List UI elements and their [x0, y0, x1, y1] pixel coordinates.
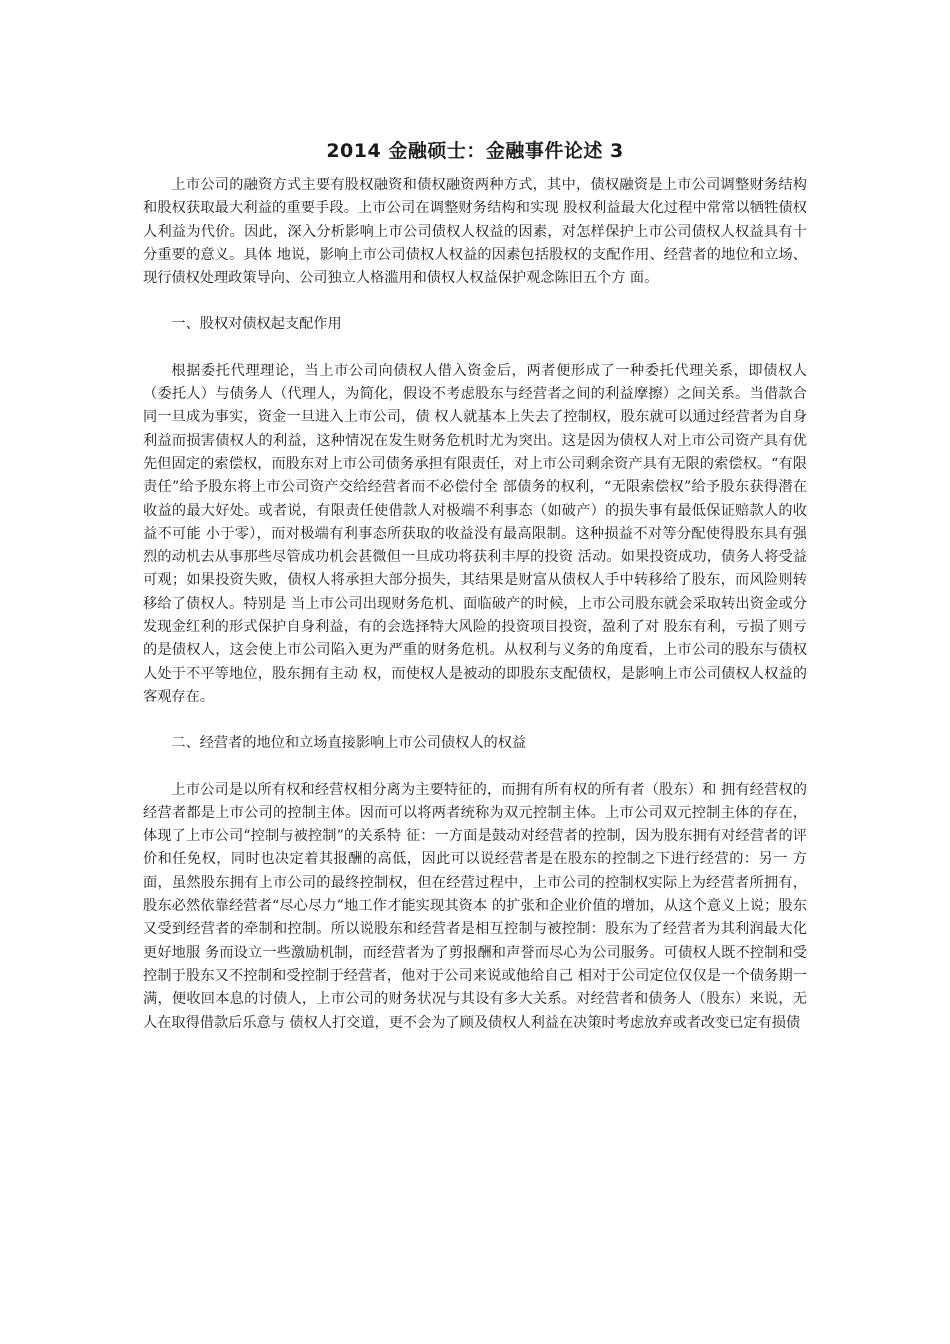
spacer	[143, 709, 807, 732]
intro-paragraph: 上市公司的融资方式主要有股权融资和债权融资两种方式，其中，债权融资是上市公司调整财务结构和股权获取最大利益的重要手段。上市公司在调整财务结构和实现 股权利益最大化过程中常常以牺牲债权人利益为代价。因此，深入分析影响上市公司债权人权益的因素，对怎样保护上市公司债权人权益具有十分重要的意义。具体 地说，影响上市公司债权人权益的因素包括股权的支配作用、经营者的地位和立场、现行债权处理政策导向、公司独立人格滥用和债权人权益保护观念陈旧五个方 面。	[143, 177, 807, 287]
document-body	[143, 139, 807, 1035]
spacer	[143, 756, 807, 779]
section-heading-1: 一、股权对债权起支配作用	[171, 316, 342, 333]
spacer	[143, 337, 807, 360]
section-body-1: 根据委托代理理论，当上市公司向债权人借入资金后，两者便形成了一种委托代理关系，即债权人（委托人）与债务人（代理人，为简化，假设不考虑股东与经营者之间的利益摩擦）之间关系。当借款合同一旦成为事实，资金一旦进入上市公司，债 权人就基本上失去了控制权，股东就可以通过经营者为自身利益而损害债权人的利益，这种情况在发生财务危机时尤为突出。这是因为债权人对上市公司资产具有优 先但固定的索偿权，而股东对上市公司债务承担有限责任，对上市公司剩余资产具有无限的索偿权。“有限责任”给予股东将上市公司资产交给经营者而不必偿付全 部债务的权利，“无限索偿权”给予股东获得潜在收益的最大好处。或者说，有限责任使借款人对极端不利事态（如破产）的损失事有最低保证赔款人的收益不可能 小于零），而对极端有利事态所获取的收益没有最高限制。这种损益不对等分配使得股东具有强烈的动机去从事那些尽管成功机会甚微但一旦成功将获利丰厚的投资 活动。如果投资成功，债务人将受益可观；如果投资失败，债权人将承担大部分损失，其结果是财富从债权人手中转移给了股东，而风险则转移给了债权人。特别是 当上市公司出现财务危机、面临破产的时候，上市公司股东就会采取转出资金或分发现金红利的形式保护自身利益，有的会选择特大风险的投资项目投资，盈利了对 股东有利，亏损了则亏的是债权人，这会使上市公司陷入更为严重的财务危机。从权利与义务的角度看，上市公司的股东与债权人处于不平等地位，股东拥有主动 权，而使权人是被动的即股东支配债权，是影响上市公司债权人权益的客观存在。	[143, 362, 807, 705]
section-heading-2: 二、经营者的地位和立场直接影响上市公司债权人的权益	[171, 735, 527, 752]
document-title: 2014 金融硕士：金融事件论述 3	[326, 140, 624, 162]
section-body-2: 上市公司是以所有权和经营权相分离为主要特征的，而拥有所有权的所有者（股东）和 拥有经营权的经营者都是上市公司的控制主体。因而可以将两者统称为双元控制主体。上市公司双元控制主体的存在，体现了上市公司“控制与被控制”的关系特 征：一方面是鼓动对经营者的控制，因为股东拥有对经营者的评价和任免权，同时也决定着其报酬的高低，因此可以说经营者是在股东的控制之下进行经营的：另一 方面，虽然股东拥有上市公司的最终控制权，但在经营过程中，上市公司的控制权实际上为经营者所拥有，股东必然依靠经营者“尽心尽力”地工作才能实现其资本 的扩张和企业价值的增加，从这个意义上说；股东又受到经营者的牵制和控制。所以说股东和经营者是相互控制与被控制：股东为了经营者为其利润最大化更好地服 务而设立一些激励机制，而经营者为了剪报酬和声誉而尽心为公司服务。可债权人既不控制和受控制于股东又不控制和受控制于经营者，他对于公司来说或他给自己 相对于公司定位仅仅是一个债务期一满，便收回本息的讨债人，上市公司的财务状况与其设有多大关系。对经营者和债务人（股东）来说，无人在取得借款后乐意与 债权人打交道，更不会为了顾及债权人利益在决策时考虑放弃或者改变已定有损债	[143, 781, 807, 1031]
spacer	[143, 290, 807, 313]
